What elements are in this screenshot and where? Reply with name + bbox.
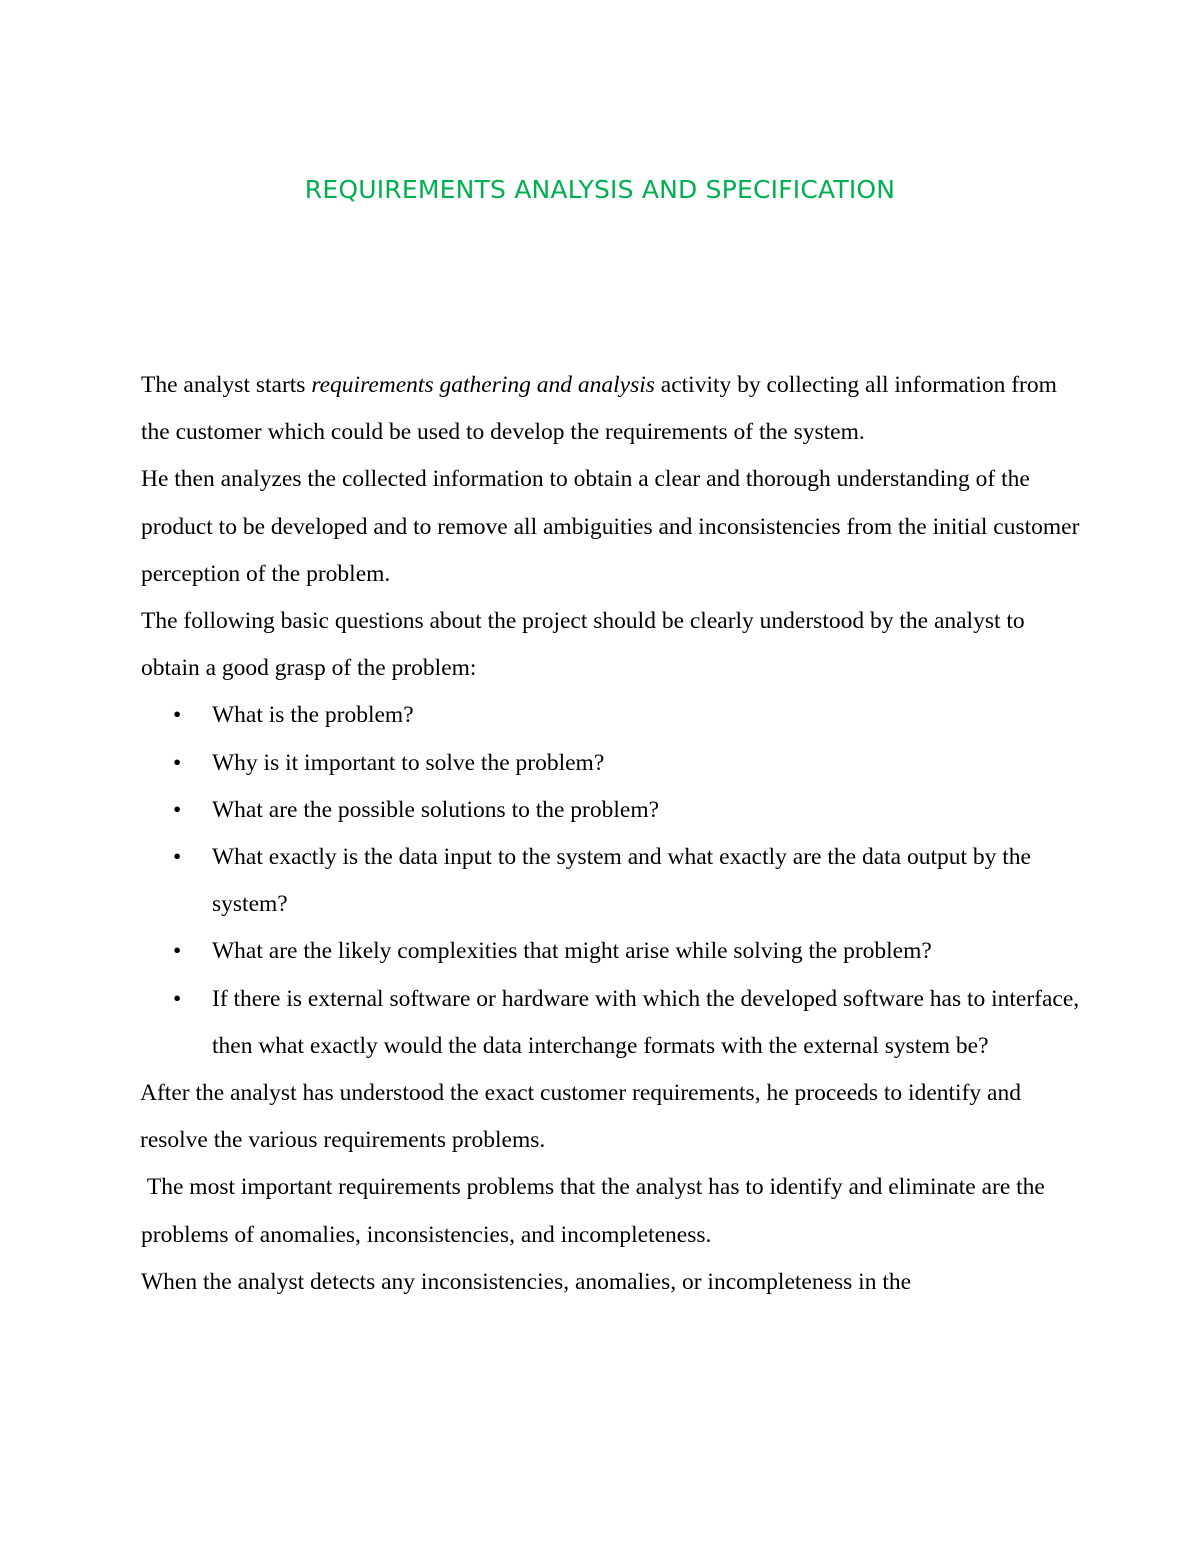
- list-item-text: What is the problem?: [212, 702, 414, 729]
- bullet-icon: •: [173, 796, 182, 823]
- bullet-icon: •: [173, 702, 182, 729]
- list-item: [141, 740, 1081, 787]
- paragraph-questions-intro: The following basic questions about the project should be clearly understood by the analyst to obtain a good grasp of the problem:: [141, 608, 1025, 682]
- list-item: [141, 787, 1081, 834]
- list-item: [141, 928, 1081, 975]
- list-item-text: Why is it important to solve the problem?: [212, 749, 605, 776]
- bullet-icon: •: [173, 749, 182, 776]
- paragraph-intro-end: activity by collecting all information from the customer which could be used to develop the requirements of the system.: [141, 372, 1057, 446]
- paragraph-after-questions: After the analyst has understood the exact customer requirements, he proceeds to identify and resolve the various requirements problems.: [140, 1080, 1021, 1154]
- paragraph-analysis: He then analyzes the collected information to obtain a clear and thorough understanding of the product to be developed and to remove all ambiguities and inconsistencies from the initial customer perception of the problem.: [141, 466, 1080, 587]
- list-item-text: What exactly is the data input to the system and what exactly are the data output by the system?: [212, 844, 1031, 918]
- list-item-text: If there is external software or hardware with which the developed software has to interface, then what exactly would the data interchange formats with the external system be?: [212, 985, 1080, 1059]
- bullet-icon: •: [173, 985, 182, 1012]
- paragraph-intro: [141, 362, 1081, 456]
- list-item-text: What are the possible solutions to the problem?: [212, 796, 660, 823]
- list-item: [141, 692, 1081, 739]
- paragraph-detection: When the analyst detects any inconsistencies, anomalies, or incompleteness in the: [141, 1268, 912, 1295]
- paragraph-requirements-problems: The most important requirements problems that the analyst has to identify and eliminate are the problems of anomalies, inconsistencies, and incompleteness.: [141, 1174, 1051, 1248]
- document-body: [141, 362, 1081, 1306]
- list-item: [141, 976, 1081, 1070]
- list-item-text: What are the likely complexities that might arise while solving the problem?: [212, 938, 932, 965]
- page-title: REQUIREMENTS ANALYSIS AND SPECIFICATION: [304, 175, 896, 204]
- paragraph-intro-start: The analyst starts: [141, 372, 312, 398]
- bullet-icon: •: [173, 938, 182, 965]
- bullet-icon: •: [173, 844, 182, 871]
- paragraph-intro-emphasis: requirements gathering and analysis: [311, 372, 655, 398]
- questions-list: [141, 692, 1081, 1070]
- list-item: [141, 834, 1081, 928]
